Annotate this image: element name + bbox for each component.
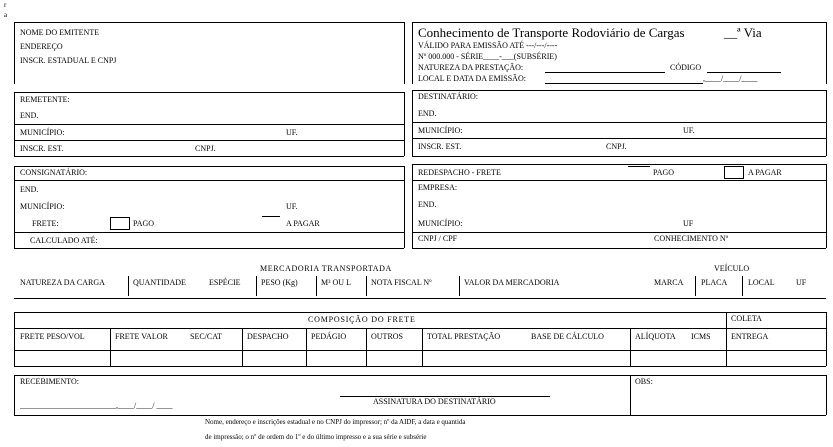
fill-line[interactable] <box>707 72 781 73</box>
veiculo-title: VEÍCULO <box>714 264 750 273</box>
rule <box>726 312 727 366</box>
destinatario-uf: UF. <box>683 126 695 135</box>
rule <box>14 312 15 366</box>
coleta-label: COLETA <box>731 314 762 323</box>
rule <box>412 90 413 156</box>
composicao-title: COMPOSIÇÃO DO FRETE <box>308 315 416 324</box>
corner-mark-1: r <box>4 1 7 9</box>
rule <box>826 312 827 366</box>
rule <box>242 328 243 366</box>
rule <box>14 156 404 157</box>
col-frete-valor: FRETE VALOR <box>115 332 168 341</box>
rule <box>14 312 826 313</box>
rule <box>316 276 317 296</box>
rule <box>826 22 827 84</box>
rule <box>404 22 405 84</box>
rule <box>742 276 743 296</box>
assinatura-destinatario: ASSINATURA DO DESTINATÁRIO <box>373 397 496 406</box>
destinatario-cnpj: CNPJ. <box>606 142 627 151</box>
conhecimento-no: CONHECIMENTO Nº <box>654 234 729 243</box>
col-placa: PLACA <box>701 278 728 287</box>
entrega-label: ENTREGA <box>731 332 769 341</box>
rule <box>404 92 405 156</box>
rule <box>412 248 826 249</box>
col-quantidade: QUANTIDADE <box>133 278 186 287</box>
rule <box>14 232 404 233</box>
remetente-municipio: MUNICÍPIO: <box>20 128 65 137</box>
col-especie: ESPÉCIE <box>209 278 241 287</box>
redespacho-pago: PAGO <box>653 168 675 177</box>
rule <box>412 232 826 233</box>
col-uf: UF <box>796 278 807 287</box>
col-m3: M³ OU L <box>321 278 351 287</box>
remetente-cnpj: CNPJ. <box>195 144 216 153</box>
destinatario-municipio: MUNICÍPIO: <box>418 126 463 135</box>
col-base-calculo: BASE DE CÁLCULO <box>531 332 604 341</box>
col-marca: MARCA <box>654 278 684 287</box>
emitente-inscr: INSCR. ESTADUAL E CNPJ <box>20 56 117 65</box>
redespacho-uf: UF <box>683 219 694 228</box>
consignatario-pago: PAGO <box>133 219 155 228</box>
consignatario-title: CONSIGNATÁRIO: <box>20 168 88 177</box>
remetente-inscr: INSCR. EST. <box>20 144 64 153</box>
redespacho-end: END. <box>418 200 437 209</box>
rule <box>412 22 413 84</box>
rule <box>14 92 404 93</box>
rule <box>412 90 826 91</box>
a-pagar-checkbox[interactable] <box>724 166 744 179</box>
rule <box>14 375 15 415</box>
rule <box>14 298 826 299</box>
col-sec-cat: SEC/CAT <box>190 332 223 341</box>
valido-ate: VÁLIDO PARA EMISSÃO ATÉ ---/---/---- <box>418 41 558 50</box>
rule <box>14 140 404 141</box>
col-outros: OUTROS <box>371 332 404 341</box>
col-natureza-carga: NATUREZA DA CARGA <box>20 278 105 287</box>
recebimento-label: RECEBIMENTO: <box>20 377 79 386</box>
rule <box>14 124 404 125</box>
consignatario-municipio: MUNICÍPIO: <box>20 202 65 211</box>
footer-note-2: de impressão; o nº de ordem do 1º e do último impresso e a sua série e subsérie <box>205 433 427 441</box>
rule <box>14 366 826 367</box>
recebimento-date-line[interactable]: ________________________,____/____/ ____ <box>20 401 173 410</box>
fill-line[interactable] <box>628 166 650 167</box>
pago-checkbox[interactable] <box>110 217 130 230</box>
col-despacho: DESPACHO <box>247 332 289 341</box>
local-data-emissao: LOCAL E DATA DA EMISSÃO: <box>418 74 526 83</box>
redespacho-a-pagar: A PAGAR <box>748 168 782 177</box>
remetente-uf: UF. <box>286 128 298 137</box>
rule <box>412 164 413 248</box>
rule <box>14 350 826 351</box>
rule <box>422 328 423 366</box>
calculado-ate: CALCULADO ATÉ: <box>30 236 98 245</box>
fill-line[interactable] <box>545 83 703 84</box>
rule <box>366 328 367 366</box>
numero-serie: Nº 000.000 - SÉRIE____-___(SUBSÉRIE) <box>418 52 557 61</box>
corner-mark-2: a <box>4 11 8 19</box>
redespacho-title: REDESPACHO - FRETE <box>418 168 501 177</box>
rule <box>306 328 307 366</box>
col-total-prestacao: TOTAL PRESTAÇÃO <box>427 332 501 341</box>
rule <box>14 248 404 249</box>
data-emissao-blanks: ,____/____/____ <box>703 74 758 83</box>
rule <box>366 276 367 296</box>
redespacho-cnpj: CNPJ / CPF <box>418 234 458 243</box>
rule <box>14 375 826 376</box>
consignatario-uf: UF. <box>286 202 298 211</box>
emitente-endereco: ENDEREÇO <box>20 42 63 51</box>
mercadoria-title: MERCADORIA TRANSPORTADA <box>260 264 392 273</box>
codigo-label: CÓDIGO <box>670 63 702 72</box>
col-valor-mercadoria: VALOR DA MERCADORIA <box>464 278 560 287</box>
consignatario-frete: FRETE: <box>32 219 59 228</box>
rule <box>14 166 404 167</box>
col-aliquota: ALÍQUOTA <box>635 332 676 341</box>
rule <box>14 22 404 23</box>
destinatario-inscr: INSCR. EST. <box>418 142 462 151</box>
rule <box>412 138 826 139</box>
remetente-end: END. <box>20 111 39 120</box>
rule <box>412 122 826 123</box>
emitente-nome: NOME DO EMITENTE <box>20 28 100 37</box>
via-label: __ª Via <box>724 25 762 40</box>
fill-line[interactable] <box>262 216 280 217</box>
rule <box>14 166 15 248</box>
document-title: Conhecimento de Transporte Rodoviário de Cargas <box>418 25 685 40</box>
rule <box>128 276 129 296</box>
fill-line[interactable] <box>545 72 665 73</box>
rule <box>826 164 827 248</box>
redespacho-municipio: MUNICÍPIO: <box>418 219 463 228</box>
rule <box>412 156 826 157</box>
col-local: LOCAL <box>748 278 775 287</box>
rule <box>826 90 827 156</box>
rule <box>630 328 631 366</box>
natureza-prestacao: NATUREZA DA PRESTAÇÃO: <box>418 63 524 72</box>
rule <box>110 328 111 366</box>
rule <box>412 22 826 23</box>
consignatario-a-pagar: A PAGAR <box>286 219 320 228</box>
rule <box>630 375 631 415</box>
col-icms: ICMS <box>691 332 711 341</box>
remetente-title: REMETENTE: <box>20 95 70 104</box>
rule <box>14 22 15 84</box>
col-nota-fiscal: NOTA FISCAL Nº <box>371 278 432 287</box>
rule <box>14 415 826 416</box>
rule <box>404 166 405 248</box>
rule <box>412 164 826 165</box>
col-frete-peso: FRETE PESO/VOL <box>20 332 85 341</box>
destinatario-title: DESTINATÁRIO: <box>418 92 478 101</box>
col-pedagio: PEDÁGIO <box>311 332 347 341</box>
destinatario-end: END. <box>418 109 437 118</box>
rule <box>14 328 826 329</box>
rule <box>826 375 827 415</box>
rule <box>459 276 460 296</box>
consignatario-end: END. <box>20 185 39 194</box>
redespacho-empresa: EMPRESA: <box>418 183 458 192</box>
rule <box>256 276 257 296</box>
col-peso: PESO (Kg) <box>261 278 298 287</box>
rule <box>695 276 696 296</box>
rule <box>14 180 404 181</box>
obs-label: OBS: <box>635 377 653 386</box>
footer-note-1: Nome, endereço e inscrições estadual e no CNPJ do impressor; nº da AIDF, a data e quantida <box>205 418 466 426</box>
rule <box>412 180 826 181</box>
